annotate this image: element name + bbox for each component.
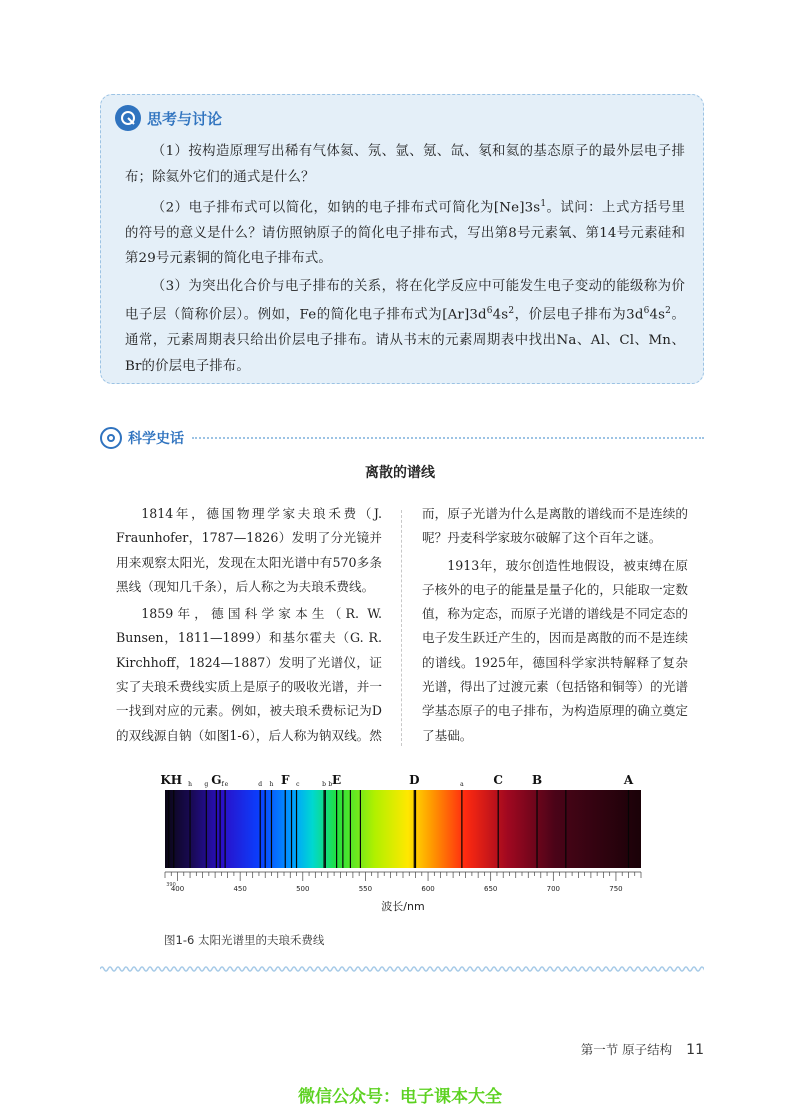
line-label: F — [280, 773, 290, 787]
solar-spectrum — [160, 768, 660, 918]
line-label: E — [332, 773, 342, 787]
bottom-divider — [100, 964, 704, 974]
footer-section: 第一节 原子结构 — [580, 1042, 673, 1057]
line-label: f — [221, 781, 224, 788]
article-column-left — [116, 502, 382, 751]
column-divider — [401, 510, 402, 746]
discussion-question-1: （1）按构造原理写出稀有气体氦、氖、氩、氪、氙、氡和氦的基态原子的最外层电子排布；除氦外它们的通式是什么？ — [125, 144, 685, 185]
article-title: 离散的谱线 — [365, 465, 435, 481]
spectrum-figure — [160, 768, 660, 922]
axis-label: 波长/nm — [381, 900, 425, 913]
discussion-header — [115, 105, 222, 131]
history-header — [100, 424, 704, 452]
line-label: A — [623, 773, 634, 787]
discussion-question-3: （3）为突出化合价与电子排布的关系，将在化学反应中可能发生电子变动的能级称为价电子层（简称价层）。例如，Fe的简化电子排布式为$[Ar]3d^64s^2$，价层电子排布为$3d^64s^2$。通常，元素周期表只给出价层电子排布。请从书末的元素周期表中找出Na、Al、Cl、Mn、Br的价层电子排布。 — [125, 278, 685, 374]
article-column-right — [422, 502, 688, 751]
line-label: G — [211, 773, 222, 787]
line-label: a — [460, 781, 464, 788]
watermark-text: 微信公众号：电子课本大全 — [298, 1087, 502, 1107]
line-label: e — [224, 781, 229, 788]
page-number: 11 — [686, 1042, 704, 1058]
discussion-body — [125, 139, 685, 381]
tick-label: 600 — [421, 885, 435, 893]
tick-label: 390 — [166, 882, 176, 888]
figure-caption: 图1-6 太阳光谱里的夫琅禾费线 — [164, 933, 325, 947]
discussion-icon — [115, 105, 141, 131]
tick-label: 700 — [546, 885, 561, 893]
discussion-title: 思考与讨论 — [147, 109, 223, 128]
line-label: b — [322, 781, 327, 788]
tick-label: 550 — [358, 885, 373, 893]
tick-label: 400 — [170, 885, 185, 893]
discussion-question-2: （2）电子排布式可以简化，如钠的电子排布式可简化为$[Ne]3s^1$。试问：上式方括号里的符号的意义是什么？请仿照钠原子的简化电子排布式，写出第8号元素氧、第14号元素硅和第29号元素铜的简化电子排布式。 — [125, 199, 686, 267]
spectrum-band — [165, 790, 641, 868]
line-label: C — [493, 773, 503, 787]
line-label: c — [296, 781, 300, 788]
line-label: b — [328, 781, 333, 788]
history-title: 科学史话 — [128, 431, 184, 447]
line-label: g — [204, 781, 209, 788]
tick-label: 750 — [609, 885, 623, 893]
line-label: h — [188, 781, 192, 788]
history-divider — [192, 437, 704, 439]
discussion-box — [100, 94, 704, 384]
line-label: B — [531, 773, 543, 787]
line-label: h — [269, 781, 274, 788]
tick-label: 500 — [296, 885, 310, 893]
article-paragraph: 而，原子光谱为什么是离散的谱线而不是连续的呢？丹麦科学家玻尔破解了这个百年之谜。 — [422, 506, 688, 546]
tick-label: 650 — [483, 885, 498, 893]
article-paragraph: 1814年，德国物理学家夫琅禾费（J. Fraunhofer，1787—1826）发明了分光镜并用来观察太阳光，发现在太阳光谱中有570多条黑线（现知几千条），后人称之为夫琅禾费线。 — [116, 506, 382, 594]
line-label: D — [409, 773, 420, 787]
line-label: d — [258, 781, 263, 788]
article-paragraph: 1913年，玻尔创造性地假设，被束缚在原子核外的电子的能量是量子化的，只能取一定数值，称为定态，而原子光谱的谱线是不同定态的电子发生跃迁产生的，因而是离散的而不是连续的谱线。1925年，德国科学家洪特解释了复杂光谱，得出了过渡元素（包括铬和铜等）的光谱学基态原子的电子排布，为构造原理的确立奠定了基础。 — [422, 557, 688, 743]
page-footer — [581, 1040, 704, 1058]
history-icon — [100, 427, 122, 449]
article-paragraph: 1859年，德国科学家本生（R. W. Bunsen，1811—1899）和基尔霍夫（G. R. Kirchhoff，1824—1887）发明了光谱仪，证实了夫琅禾费线实质上是原子的吸收光谱，并一一找到对应的元素。例如，被夫琅禾费标记为D的双线源自钠（如图1-6），后人称为钠双线。然 — [116, 606, 382, 743]
line-label: KH — [160, 773, 183, 787]
tick-label: 450 — [233, 885, 247, 893]
